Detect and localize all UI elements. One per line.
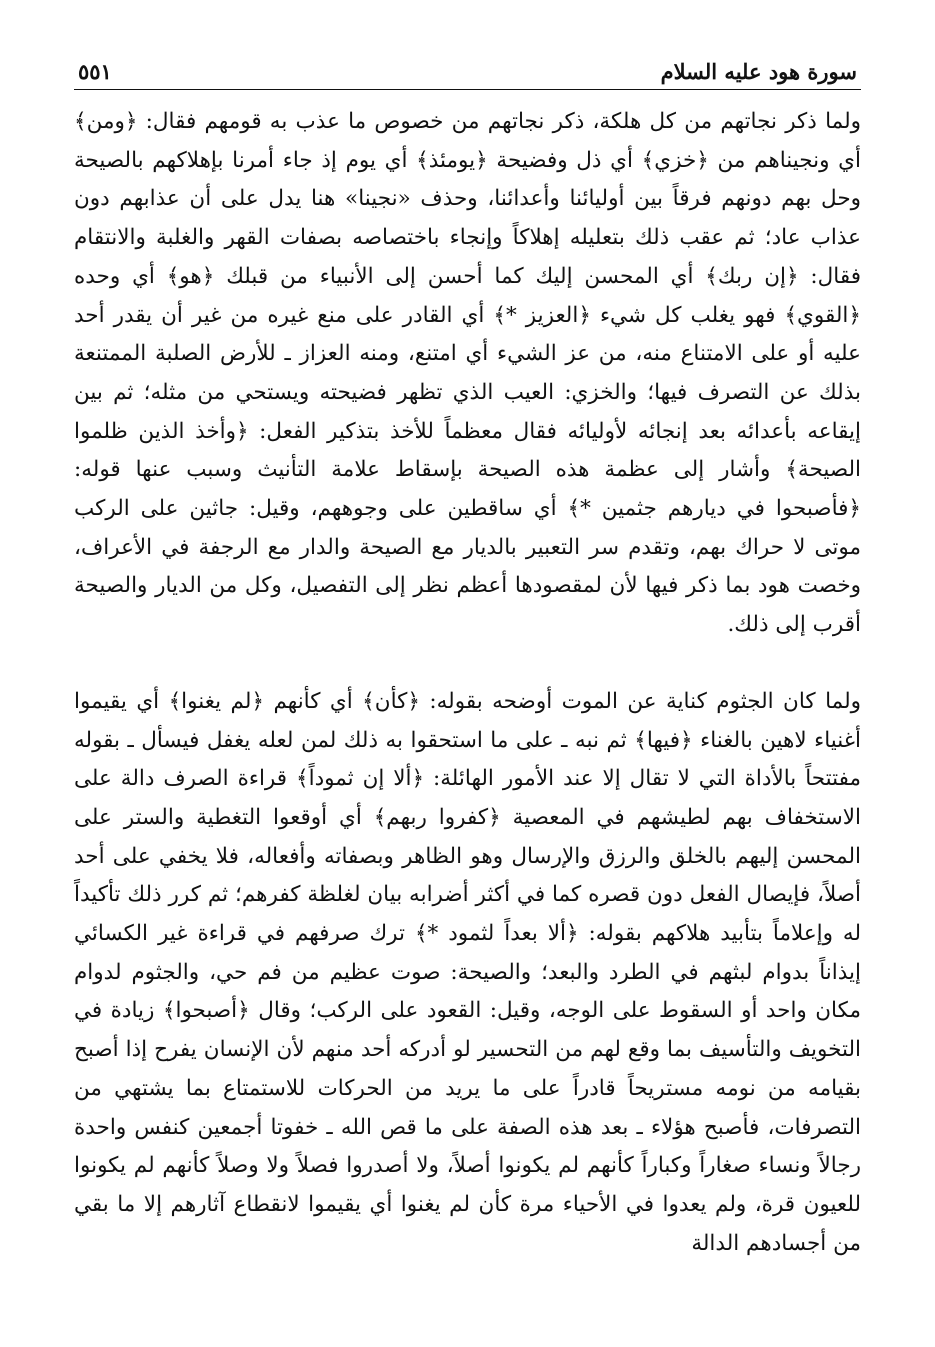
running-header	[74, 58, 861, 90]
page-number: ٥٥١	[78, 59, 112, 84]
page-body	[74, 103, 861, 1263]
paragraph-2: ولما كان الجثوم كناية عن الموت أوضحه بقوله: ﴿كأن﴾ أي كأنهم ﴿لم يغنوا﴾ أي يقيموا أغنياء لاهين بالغناء ﴿فيها﴾ ثم نبه ـ على ما استحقوا به ذلك لمن لعله يغفل فيسأل ـ بقوله مفتتحاً بالأداة التي لا تقال إلا عند الأمور الهائلة: ﴿ألا إن ثموداً﴾ قراءة الصرف دالة على الاستخفاف بهم لطيشهم في المعصية ﴿كفروا ربهم﴾ أي أوقعوا التغطية والستر على المحسن إليهم بالخلق والرزق والإرسال وهو الظاهر وبصفاته وأفعاله، فلا يخفي على أحد أصلاً، فإيصال الفعل دون قصره كما في أكثر أضرابه بيان لغلظة كفرهم؛ ثم كرر ذلك تأكيداً له وإعلاماً بتأبيد هلاكهم بقوله: ﴿ألا بعداً لثمود *﴾ ترك صرفهم في قراءة غير الكسائي إيذاناً بدوام لبثهم في الطرد والبعد؛ والصيحة: صوت عظيم من فم حي، والجثوم لدوام مكان واحد أو السقوط على الوجه، وقيل: القعود على الركب؛ وقال ﴿أصبحوا﴾ زيادة في التخويف والتأسيف بما وقع لهم من التحسير لو أدركه أحد منهم لأن الإنسان يفرح إذا أصبح بقيامه من نومه مستريحاً قادراً على ما يريد من الحركات للاستمتاع بما يشتهي من التصرفات، فأصبح هؤلاء ـ بعد هذه الصفة على ما قص الله ـ خفوتا أجمعين كنفس واحدة رجالاً ونساء صغاراً وكباراً كأنهم لم يكونوا أصلاً، ولا أصدروا فصلاً ولا وصلاً كأنهم لم يكونوا للعيون قرة، ولم يعدوا في الأحياء مرة كأن لم يغنوا أي يقيموا لانقطاع آثارهم إلا ما بقي من أجسادهم الدالة	[74, 688, 861, 1256]
surah-title: سورة هود عليه السلام	[660, 59, 857, 84]
paragraph-1: ولما ذكر نجاتهم من كل هلكة، ذكر نجاتهم من خصوص ما عذب به قومهم فقال: ﴿ومن﴾ أي ونجيناهم من ﴿خزي﴾ أي ذل وفضيحة ﴿يومئذ﴾ أي يوم إذ جاء أمرنا بإهلاكهم بالصيحة وحل بهم دونهم فرقاً بين أوليائنا وأعدائنا، وحذف «نجينا» هنا يدل على أن عذابهم دون عذاب عاد؛ ثم عقب ذلك بتعليله إهلاكاً وإنجاء باختصاصه بصفات القهر والغلبة والانتقام فقال: ﴿إن ربك﴾ أي المحسن إليك كما أحسن إلى الأنبياء من قبلك ﴿هو﴾ أي وحده ﴿القوي﴾ فهو يغلب كل شيء ﴿العزيز *﴾ أي القادر على منع غيره من غير أن يقدر أحد عليه أو على الامتناع منه، من عز الشيء أي امتنع، ومنه العزاز ـ للأرض الصلبة الممتنعة بذلك عن التصرف فيها؛ والخزي: العيب الذي تظهر فضيحته ويستحي من مثله؛ ثم بين إيقاعه بأعدائه بعد إنجائه لأوليائه فقال معظماً للأخذ بتذكير الفعل: ﴿وأخذ الذين ظلموا الصيحة﴾ وأشار إلى عظمة هذه الصيحة بإسقاط علامة التأنيث وسبب عنها قوله: ﴿فأصبحوا في ديارهم جثمين *﴾ أي ساقطين على وجوههم، وقيل: جاثين على الركب موتى لا حراك بهم، وتقدم سر التعبير بالديار مع الصيحة والدار مع الرجفة في الأعراف، وخصت هود بما ذكر فيها لأن لمقصودها أعظم نظر إلى التفصيل، وكل من الديار والصيحة أقرب إلى ذلك.	[74, 109, 861, 638]
